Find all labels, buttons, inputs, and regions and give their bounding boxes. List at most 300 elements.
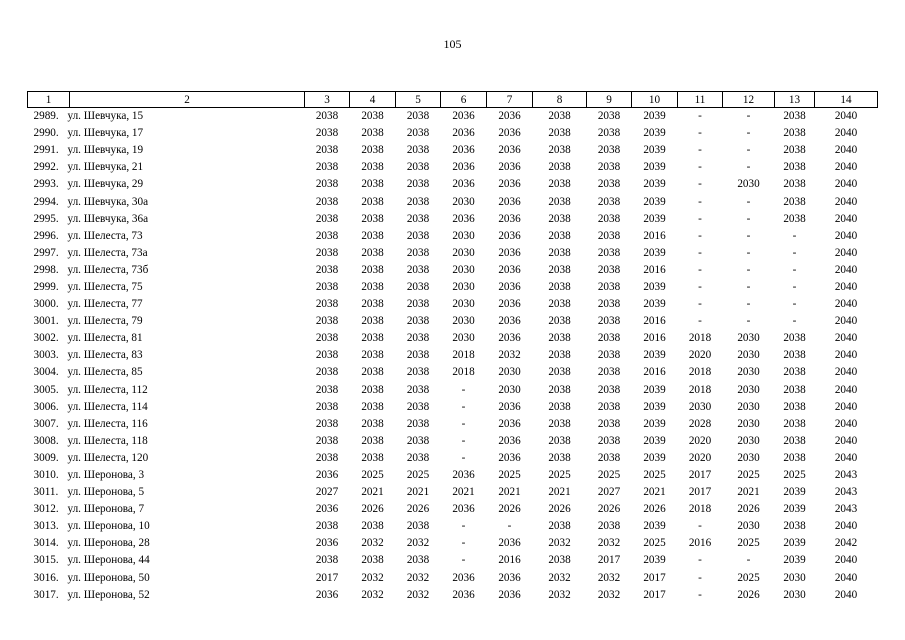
table-row bbox=[28, 262, 878, 279]
value-cell-col13: 2038 bbox=[783, 178, 806, 191]
value-cell-col6: 2036 bbox=[452, 212, 475, 225]
value-cell-col7: 2036 bbox=[498, 315, 521, 328]
value-cell-col5: 2038 bbox=[406, 298, 430, 311]
value-cell-col14: 2043 bbox=[834, 486, 858, 499]
table-row bbox=[28, 433, 878, 450]
address-text: ул. Шеронова, 44 bbox=[67, 554, 150, 567]
address-cell bbox=[28, 313, 305, 330]
value-cell-col6: 2036 bbox=[452, 127, 475, 140]
value-cell-col7: 2036 bbox=[498, 280, 521, 293]
column-header-7: 7 bbox=[487, 92, 533, 108]
address-cell bbox=[28, 587, 305, 604]
value-cell-col6: 2030 bbox=[452, 298, 475, 311]
value-cell-col7: 2036 bbox=[498, 263, 521, 276]
value-cell-col3: 2036 bbox=[315, 588, 339, 601]
value-cell-col3: 2038 bbox=[315, 315, 339, 328]
value-cell-col9: 2038 bbox=[597, 246, 621, 259]
header-row bbox=[28, 92, 878, 108]
value-cell-col11: - bbox=[698, 178, 702, 191]
value-cell-col13: 2038 bbox=[783, 451, 806, 464]
value-cell-col5: 2038 bbox=[406, 554, 430, 567]
table-row bbox=[28, 330, 878, 347]
value-cell-col11: - bbox=[698, 520, 702, 533]
value-cell-col5: 2038 bbox=[406, 229, 430, 242]
address-text: ул. Шелеста, 73б bbox=[67, 263, 149, 276]
value-cell-col3: 2017 bbox=[315, 571, 339, 584]
address-cell bbox=[28, 159, 305, 176]
value-cell-col7: 2036 bbox=[498, 212, 521, 225]
value-cell-col13: - bbox=[792, 229, 797, 242]
address-cell bbox=[28, 416, 305, 433]
value-cell-col9: 2032 bbox=[597, 588, 621, 601]
value-cell-col6: 2030 bbox=[452, 280, 475, 293]
value-cell-col8: 2038 bbox=[548, 366, 571, 379]
value-cell-col6: 2030 bbox=[452, 195, 475, 208]
address-cell bbox=[28, 142, 305, 159]
value-cell-col6: 2036 bbox=[452, 178, 475, 191]
column-header-4: 4 bbox=[350, 92, 396, 108]
address-text: ул. Шелеста, 120 bbox=[67, 451, 149, 464]
address-text: ул. Шелеста, 81 bbox=[67, 332, 143, 345]
address-text: ул. Шеронова, 10 bbox=[67, 520, 150, 533]
value-cell-col8: 2038 bbox=[548, 400, 571, 413]
value-cell-col6: 2030 bbox=[452, 263, 475, 276]
row-number: 3000. bbox=[33, 298, 59, 311]
value-cell-col9: 2038 bbox=[597, 178, 621, 191]
value-cell-col14: 2040 bbox=[834, 298, 858, 311]
value-cell-col7: 2036 bbox=[498, 229, 521, 242]
row-number: 3013. bbox=[33, 520, 59, 533]
value-cell-col12: - bbox=[746, 263, 751, 276]
value-cell-col10: 2039 bbox=[643, 383, 666, 396]
value-cell-col14: 2040 bbox=[834, 161, 858, 174]
value-cell-col5: 2038 bbox=[406, 520, 430, 533]
value-cell-col3: 2038 bbox=[315, 349, 339, 362]
value-cell-col4: 2038 bbox=[361, 349, 384, 362]
value-cell-col10: 2016 bbox=[643, 263, 666, 276]
address-text: ул. Шелеста, 73а bbox=[67, 246, 148, 259]
value-cell-col3: 2038 bbox=[315, 161, 339, 174]
value-cell-col14: 2040 bbox=[834, 571, 858, 584]
value-cell-col3: 2038 bbox=[315, 246, 339, 259]
address-text: ул. Шеронова, 50 bbox=[67, 571, 150, 584]
value-cell-col4: 2038 bbox=[361, 127, 384, 140]
row-number: 3008. bbox=[33, 434, 59, 447]
value-cell-col3: 2038 bbox=[315, 554, 339, 567]
table-row bbox=[28, 176, 878, 193]
value-cell-col10: 2016 bbox=[643, 366, 666, 379]
value-cell-col13: - bbox=[792, 280, 797, 293]
address-cell bbox=[28, 211, 305, 228]
value-cell-col12: 2030 bbox=[737, 434, 760, 447]
row-number: 2999. bbox=[33, 280, 59, 293]
value-cell-col6: - bbox=[461, 400, 466, 413]
table-row bbox=[28, 279, 878, 296]
value-cell-col13: 2038 bbox=[783, 127, 806, 140]
table-row bbox=[28, 570, 878, 587]
value-cell-col14: 2040 bbox=[834, 417, 858, 430]
value-cell-col7: 2025 bbox=[498, 469, 521, 482]
value-cell-col7: 2036 bbox=[498, 417, 521, 430]
value-cell-col4: 2038 bbox=[361, 520, 384, 533]
value-cell-col9: 2038 bbox=[597, 434, 621, 447]
value-cell-col4: 2038 bbox=[361, 212, 384, 225]
value-cell-col4: 2038 bbox=[361, 298, 384, 311]
value-cell-col8: 2026 bbox=[548, 503, 571, 516]
value-cell-col4: 2038 bbox=[361, 366, 384, 379]
value-cell-col12: 2030 bbox=[737, 520, 760, 533]
row-number: 3006. bbox=[33, 400, 59, 413]
address-cell bbox=[28, 518, 305, 535]
value-cell-col14: 2040 bbox=[834, 520, 858, 533]
value-cell-col4: 2038 bbox=[361, 383, 384, 396]
value-cell-col4: 2038 bbox=[361, 263, 384, 276]
table-row bbox=[28, 416, 878, 433]
value-cell-col11: - bbox=[698, 315, 702, 328]
value-cell-col4: 2038 bbox=[361, 280, 384, 293]
address-text: ул. Шевчука, 15 bbox=[67, 110, 144, 123]
address-cell bbox=[28, 552, 305, 569]
value-cell-col13: 2038 bbox=[783, 110, 806, 123]
table-row bbox=[28, 347, 878, 364]
value-cell-col11: - bbox=[698, 195, 702, 208]
value-cell-col4: 2038 bbox=[361, 229, 384, 242]
row-number: 3001. bbox=[33, 315, 59, 328]
value-cell-col10: 2039 bbox=[643, 451, 666, 464]
table-row bbox=[28, 587, 878, 604]
value-cell-col14: 2040 bbox=[834, 246, 858, 259]
table-row bbox=[28, 108, 878, 126]
value-cell-col10: 2039 bbox=[643, 554, 666, 567]
value-cell-col3: 2038 bbox=[315, 434, 339, 447]
value-cell-col5: 2038 bbox=[406, 315, 430, 328]
value-cell-col5: 2026 bbox=[406, 503, 430, 516]
value-cell-col11: 2020 bbox=[688, 349, 712, 362]
value-cell-col14: 2040 bbox=[834, 195, 858, 208]
address-text: ул. Шевчука, 21 bbox=[67, 161, 144, 174]
value-cell-col13: 2038 bbox=[783, 434, 806, 447]
value-cell-col14: 2042 bbox=[834, 537, 858, 550]
address-cell bbox=[28, 245, 305, 262]
column-header-12: 12 bbox=[723, 92, 775, 108]
value-cell-col14: 2040 bbox=[834, 280, 858, 293]
value-cell-col6: 2036 bbox=[452, 503, 475, 516]
row-number: 3009. bbox=[33, 451, 59, 464]
value-cell-col6: 2036 bbox=[452, 161, 475, 174]
value-cell-col9: 2026 bbox=[597, 503, 621, 516]
value-cell-col9: 2038 bbox=[597, 195, 621, 208]
value-cell-col14: 2040 bbox=[834, 383, 858, 396]
value-cell-col3: 2038 bbox=[315, 110, 339, 123]
value-cell-col6: 2018 bbox=[452, 349, 475, 362]
value-cell-col12: - bbox=[746, 212, 751, 225]
value-cell-col7: 2036 bbox=[498, 537, 521, 550]
value-cell-col10: 2016 bbox=[643, 315, 666, 328]
value-cell-col9: 2038 bbox=[597, 332, 621, 345]
value-cell-col9: 2038 bbox=[597, 263, 621, 276]
value-cell-col11: 2018 bbox=[688, 332, 712, 345]
value-cell-col12: 2021 bbox=[737, 486, 760, 499]
address-text: ул. Шевчука, 29 bbox=[67, 178, 144, 191]
address-cell bbox=[28, 399, 305, 416]
address-cell bbox=[28, 279, 305, 296]
address-text: ул. Шелеста, 112 bbox=[67, 383, 148, 396]
address-cell bbox=[28, 125, 305, 142]
value-cell-col5: 2038 bbox=[406, 246, 430, 259]
value-cell-col12: - bbox=[746, 144, 751, 157]
table-row bbox=[28, 211, 878, 228]
value-cell-col4: 2026 bbox=[361, 503, 384, 516]
value-cell-col13: 2038 bbox=[783, 212, 806, 225]
value-cell-col13: 2038 bbox=[783, 332, 806, 345]
value-cell-col10: 2039 bbox=[643, 110, 666, 123]
value-cell-col12: - bbox=[746, 280, 751, 293]
value-cell-col12: 2025 bbox=[737, 537, 760, 550]
value-cell-col12: 2030 bbox=[737, 349, 760, 362]
table-row bbox=[28, 228, 878, 245]
data-table bbox=[27, 91, 878, 604]
value-cell-col11: 2030 bbox=[688, 400, 712, 413]
value-cell-col12: 2030 bbox=[737, 366, 760, 379]
value-cell-col11: 2017 bbox=[688, 469, 712, 482]
value-cell-col12: - bbox=[746, 161, 751, 174]
value-cell-col5: 2038 bbox=[406, 332, 430, 345]
value-cell-col10: 2039 bbox=[643, 144, 666, 157]
value-cell-col3: 2038 bbox=[315, 417, 339, 430]
value-cell-col14: 2040 bbox=[834, 315, 858, 328]
value-cell-col9: 2032 bbox=[597, 571, 621, 584]
value-cell-col10: 2039 bbox=[643, 520, 666, 533]
value-cell-col7: 2030 bbox=[498, 366, 521, 379]
value-cell-col12: 2030 bbox=[737, 451, 760, 464]
value-cell-col14: 2040 bbox=[834, 332, 858, 345]
value-cell-col8: 2038 bbox=[548, 212, 571, 225]
column-header-1: 1 bbox=[28, 92, 70, 108]
row-number: 3010. bbox=[33, 469, 59, 482]
value-cell-col13: 2039 bbox=[783, 486, 806, 499]
value-cell-col8: 2038 bbox=[548, 195, 571, 208]
value-cell-col6: 2030 bbox=[452, 229, 475, 242]
address-text: ул. Шелеста, 83 bbox=[67, 349, 143, 362]
value-cell-col12: - bbox=[746, 554, 751, 567]
value-cell-col7: 2036 bbox=[498, 332, 521, 345]
value-cell-col8: 2038 bbox=[548, 144, 571, 157]
value-cell-col6: 2030 bbox=[452, 315, 475, 328]
address-text: ул. Шелеста, 114 bbox=[67, 400, 148, 413]
value-cell-col3: 2027 bbox=[315, 486, 339, 499]
value-cell-col4: 2038 bbox=[361, 332, 384, 345]
row-number: 3004. bbox=[33, 366, 59, 379]
value-cell-col4: 2038 bbox=[361, 144, 384, 157]
column-header-10: 10 bbox=[632, 92, 678, 108]
value-cell-col11: - bbox=[698, 298, 702, 311]
value-cell-col6: - bbox=[461, 537, 466, 550]
value-cell-col12: 2025 bbox=[737, 469, 760, 482]
value-cell-col10: 2016 bbox=[643, 229, 666, 242]
address-cell bbox=[28, 501, 305, 518]
value-cell-col8: 2038 bbox=[548, 417, 571, 430]
address-cell bbox=[28, 108, 305, 126]
value-cell-col9: 2032 bbox=[597, 537, 621, 550]
value-cell-col5: 2038 bbox=[406, 161, 430, 174]
value-cell-col10: 2039 bbox=[643, 417, 666, 430]
value-cell-col14: 2040 bbox=[834, 400, 858, 413]
value-cell-col9: 2038 bbox=[597, 417, 621, 430]
value-cell-col6: 2036 bbox=[452, 110, 475, 123]
value-cell-col7: 2032 bbox=[498, 349, 521, 362]
value-cell-col12: - bbox=[746, 110, 751, 123]
value-cell-col7: 2026 bbox=[498, 503, 521, 516]
table-row bbox=[28, 399, 878, 416]
value-cell-col10: 2039 bbox=[643, 298, 666, 311]
value-cell-col3: 2038 bbox=[315, 520, 339, 533]
address-text: ул. Шелеста, 118 bbox=[67, 434, 148, 447]
value-cell-col7: 2036 bbox=[498, 588, 521, 601]
value-cell-col7: - bbox=[507, 520, 512, 533]
column-header-6: 6 bbox=[441, 92, 487, 108]
value-cell-col8: 2021 bbox=[548, 486, 571, 499]
address-cell bbox=[28, 467, 305, 484]
value-cell-col3: 2038 bbox=[315, 400, 339, 413]
row-number: 3017. bbox=[33, 588, 59, 601]
value-cell-col6: 2036 bbox=[452, 571, 475, 584]
value-cell-col7: 2030 bbox=[498, 383, 521, 396]
value-cell-col4: 2038 bbox=[361, 161, 384, 174]
row-number: 2992. bbox=[33, 161, 59, 174]
value-cell-col6: - bbox=[461, 417, 466, 430]
value-cell-col4: 2032 bbox=[361, 537, 384, 550]
table-body bbox=[28, 108, 878, 604]
address-text: ул. Шеронова, 52 bbox=[67, 588, 150, 601]
value-cell-col10: 2039 bbox=[643, 195, 666, 208]
row-number: 3005. bbox=[33, 383, 59, 396]
value-cell-col12: 2030 bbox=[737, 400, 760, 413]
value-cell-col7: 2036 bbox=[498, 161, 521, 174]
value-cell-col11: 2020 bbox=[688, 451, 712, 464]
value-cell-col10: 2017 bbox=[643, 588, 666, 601]
value-cell-col9: 2038 bbox=[597, 161, 621, 174]
value-cell-col5: 2038 bbox=[406, 383, 430, 396]
value-cell-col5: 2025 bbox=[406, 469, 430, 482]
value-cell-col4: 2038 bbox=[361, 178, 384, 191]
value-cell-col7: 2036 bbox=[498, 434, 521, 447]
address-cell bbox=[28, 347, 305, 364]
column-header-5: 5 bbox=[396, 92, 441, 108]
row-number: 2990. bbox=[33, 127, 59, 140]
value-cell-col3: 2038 bbox=[315, 383, 339, 396]
value-cell-col3: 2038 bbox=[315, 366, 339, 379]
table-row bbox=[28, 535, 878, 552]
address-cell bbox=[28, 382, 305, 399]
value-cell-col13: 2038 bbox=[783, 195, 806, 208]
table-row bbox=[28, 450, 878, 467]
address-cell bbox=[28, 228, 305, 245]
value-cell-col13: - bbox=[792, 246, 797, 259]
value-cell-col12: 2025 bbox=[737, 571, 760, 584]
value-cell-col7: 2036 bbox=[498, 144, 521, 157]
value-cell-col5: 2038 bbox=[406, 349, 430, 362]
value-cell-col14: 2040 bbox=[834, 349, 858, 362]
value-cell-col9: 2038 bbox=[597, 400, 621, 413]
table-row bbox=[28, 552, 878, 569]
value-cell-col9: 2038 bbox=[597, 520, 621, 533]
value-cell-col3: 2036 bbox=[315, 503, 339, 516]
address-text: ул. Шеронова, 3 bbox=[67, 469, 145, 482]
value-cell-col10: 2039 bbox=[643, 161, 666, 174]
address-text: ул. Шелеста, 73 bbox=[67, 229, 143, 242]
value-cell-col9: 2038 bbox=[597, 280, 621, 293]
address-cell bbox=[28, 570, 305, 587]
row-number: 2998. bbox=[33, 263, 59, 276]
value-cell-col9: 2017 bbox=[597, 554, 621, 567]
value-cell-col3: 2038 bbox=[315, 298, 339, 311]
value-cell-col14: 2040 bbox=[834, 263, 858, 276]
value-cell-col4: 2038 bbox=[361, 554, 384, 567]
address-text: ул. Шевчука, 19 bbox=[67, 144, 144, 157]
column-header-13: 13 bbox=[775, 92, 815, 108]
address-cell bbox=[28, 330, 305, 347]
value-cell-col11: 2018 bbox=[688, 383, 712, 396]
value-cell-col5: 2032 bbox=[406, 537, 430, 550]
value-cell-col3: 2038 bbox=[315, 263, 339, 276]
value-cell-col12: 2030 bbox=[737, 417, 760, 430]
value-cell-col5: 2038 bbox=[406, 195, 430, 208]
value-cell-col3: 2038 bbox=[315, 144, 339, 157]
row-number: 3003. bbox=[33, 349, 59, 362]
value-cell-col13: 2038 bbox=[783, 520, 806, 533]
value-cell-col13: - bbox=[792, 263, 797, 276]
address-text: ул. Шеронова, 5 bbox=[67, 486, 145, 499]
table-header bbox=[28, 92, 878, 108]
column-header-14: 14 bbox=[815, 92, 878, 108]
value-cell-col5: 2038 bbox=[406, 178, 430, 191]
value-cell-col3: 2038 bbox=[315, 229, 339, 242]
value-cell-col7: 2036 bbox=[498, 451, 521, 464]
value-cell-col9: 2038 bbox=[597, 366, 621, 379]
value-cell-col8: 2038 bbox=[548, 127, 571, 140]
value-cell-col12: 2030 bbox=[737, 178, 760, 191]
column-header-9: 9 bbox=[587, 92, 632, 108]
value-cell-col11: - bbox=[698, 280, 702, 293]
value-cell-col8: 2025 bbox=[548, 469, 571, 482]
value-cell-col9: 2038 bbox=[597, 110, 621, 123]
address-cell bbox=[28, 484, 305, 501]
value-cell-col14: 2040 bbox=[834, 366, 858, 379]
address-text: ул. Шеронова, 28 bbox=[67, 537, 150, 550]
value-cell-col7: 2036 bbox=[498, 178, 521, 191]
value-cell-col3: 2036 bbox=[315, 537, 339, 550]
value-cell-col14: 2040 bbox=[834, 110, 858, 123]
value-cell-col8: 2038 bbox=[548, 110, 571, 123]
value-cell-col13: - bbox=[792, 315, 797, 328]
value-cell-col13: 2038 bbox=[783, 383, 806, 396]
value-cell-col9: 2038 bbox=[597, 315, 621, 328]
value-cell-col11: - bbox=[698, 571, 702, 584]
value-cell-col12: - bbox=[746, 298, 751, 311]
value-cell-col3: 2038 bbox=[315, 127, 339, 140]
value-cell-col9: 2027 bbox=[597, 486, 621, 499]
value-cell-col11: 2020 bbox=[688, 434, 712, 447]
value-cell-col9: 2038 bbox=[597, 144, 621, 157]
value-cell-col14: 2040 bbox=[834, 144, 858, 157]
value-cell-col6: 2030 bbox=[452, 332, 475, 345]
value-cell-col11: - bbox=[698, 263, 702, 276]
value-cell-col11: - bbox=[698, 229, 702, 242]
value-cell-col3: 2038 bbox=[315, 451, 339, 464]
address-cell bbox=[28, 450, 305, 467]
value-cell-col7: 2036 bbox=[498, 127, 521, 140]
value-cell-col3: 2038 bbox=[315, 212, 339, 225]
